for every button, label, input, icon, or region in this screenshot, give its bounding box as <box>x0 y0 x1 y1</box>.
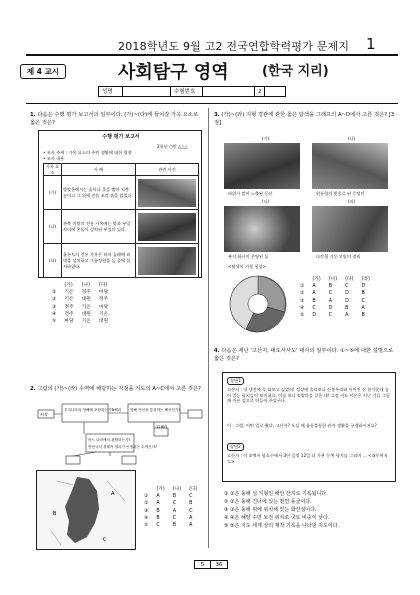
q3-caption-d: 다각형 기둥 모양의 절리 <box>316 254 361 259</box>
q1-row-key: (나) <box>44 210 62 244</box>
header-rule <box>26 54 398 56</box>
exam-no-field-2[interactable] <box>265 87 285 96</box>
info-rule <box>26 103 398 104</box>
flow-end <box>188 410 202 418</box>
scene-1b-text: 이 : 그럼, 어떤 일로 왔냐, 고산자? 오실 때 울퉁불퉁한 관자 생활을 구경하시지요? <box>227 423 377 428</box>
house-photo <box>138 179 196 207</box>
q1-row-key: (다) <box>44 244 62 278</box>
flow-label: 어느 나라에서 관할하는가? <box>88 438 131 442</box>
q3-photo-c <box>224 206 300 252</box>
flow-end <box>122 456 136 464</box>
q1-row-text: 관북 지방의 전통 가옥에는 방과 부엌 사이에 온돌이 설치된 부엌이 있다. <box>62 210 136 244</box>
q4-number: 4. <box>214 348 220 354</box>
answer-option[interactable]: ① ①은 동해 섬 지형인 해안 산지로 기록됩니다. <box>224 491 328 497</box>
answer-option[interactable]: ⑤ D C A B <box>300 312 365 318</box>
q3-photo-a <box>224 143 300 189</box>
scene-1-label: 장면1 <box>227 377 244 385</box>
answer-option[interactable]: ② ②은 동해 건너에 있는 천연 동굴이다. <box>224 499 312 505</box>
map-label-b: B <box>53 511 57 517</box>
name-label: 성명 <box>99 87 123 96</box>
q1-row-text: 울릉도의 전통 가옥은 외의 둘레에 외벽을 설치하고 그름정원을 둘 줄에 설치하였다. <box>62 244 136 278</box>
answer-option[interactable]: ① A B C D <box>300 284 366 290</box>
flow-label: 5해리 <box>112 408 122 412</box>
q1-report-meta: 2학년 ○반 △△△ <box>157 144 188 149</box>
q1-report-topic: • 조사 주제 : 가옥 요소의 주민 생활에 대한 영향 <box>43 150 132 155</box>
q1-th-photo: 관련 사진 <box>136 164 199 176</box>
map-label-a: A <box>111 491 115 497</box>
house-photo <box>138 247 196 275</box>
answer-option[interactable]: ⑤ C B A <box>144 522 193 528</box>
q2-flowchart <box>36 400 206 468</box>
page-footer <box>194 560 228 569</box>
q3-answer-table: (가) (나) (다) (라) ① A B C D ② A C D B ③ B A D C ④ C D B A ⑤ D C A B <box>296 276 374 319</box>
subject-subtitle: (한국 지리) <box>262 64 329 79</box>
answer-option[interactable]: ③ B A D C <box>300 298 365 304</box>
house-photo <box>138 213 196 241</box>
q1-report-content: • 조사 내용 <box>43 156 65 161</box>
q4-choices <box>224 490 398 530</box>
q3-caption-c: 분지 화산이 운영된 돌 <box>228 254 269 259</box>
q1-row-photo <box>136 210 199 244</box>
flow-node <box>62 404 108 422</box>
q3-caption-b: 원통형의 빗물로 된 응덩이 <box>316 191 365 196</box>
q3-pie-chart <box>226 272 290 336</box>
answer-option[interactable]: ③ 정주 기온 마당 <box>52 304 109 310</box>
q1-report-title: 수행 평가 보고서 <box>102 134 140 140</box>
q1-text: 다음은 수행 평가 보고서의 일부이다. (가)~(다)에 들어갈 가옥 요소로 옳은 것은? <box>30 112 199 126</box>
answer-option[interactable]: ④ ④은 해양 수면 보전 위치로 국토 비중이 낮다. <box>224 515 330 521</box>
q3-photo-label-a: (가) <box>262 136 270 141</box>
footer-page: 5 <box>195 561 211 568</box>
q1-th-case: 사 례 <box>62 164 136 176</box>
q3-photo-label-c: (다) <box>262 199 270 204</box>
answer-option[interactable]: ② A C D B <box>300 291 365 297</box>
scene-2-label: 장면2 <box>227 443 244 451</box>
student-info-bar <box>98 86 286 97</box>
flow-node <box>86 434 134 452</box>
answer-option[interactable]: ③ B A C <box>144 508 193 514</box>
q3-photo-label-d: (라) <box>348 199 356 204</box>
q3-caption-a: 바위가 많이 노출된 동산 <box>228 191 273 196</box>
q1-ans-header: (다) <box>98 283 108 288</box>
page-number: 1 <box>366 35 376 53</box>
flow-label: 영해 기선을 통과하는 해선인가? <box>130 408 181 412</box>
exam-no-label: 수험번호 <box>171 87 203 96</box>
subject-title: 사회탐구 영역 <box>118 62 229 83</box>
footer-total: 36 <box>215 562 223 568</box>
answer-option[interactable]: ① 기온 경주 마당 <box>52 290 109 296</box>
question-1 <box>30 112 202 128</box>
q1-answer-table <box>48 282 112 325</box>
answer-option[interactable]: ② A C B <box>144 501 193 507</box>
q1-ans-header: (가) <box>64 283 73 288</box>
exam-header-title: 2018학년도 9월 고2 전국연합학력평가 문제지 <box>118 40 350 53</box>
q2-text: 그림의 (가)~(라) 수역에 해당하는 지점을 지도의 A~C에서 고른 것은? <box>37 386 201 392</box>
answer-option[interactable]: ④ 정주 대원 기온 <box>52 311 109 317</box>
korea-map <box>37 471 137 551</box>
question-2 <box>30 386 202 394</box>
answer-option[interactable]: ④ B C A <box>144 515 193 521</box>
q4-text: 다음은 재난 '고산지, 대도서사도' 대사의 일부이다. ①~⑤에 대한 설명으로 옳은 것은? <box>214 348 394 362</box>
answer-option[interactable]: ④ C D B A <box>300 305 365 311</box>
answer-option[interactable]: ② 기온 대원 정주 <box>52 297 109 303</box>
answer-option[interactable]: ③ ③은 동해 위에 위치해 있는 화산섬이다. <box>224 507 317 513</box>
q3-photo-b <box>312 143 388 189</box>
flow-node <box>128 404 180 422</box>
q4-dialogue-box <box>222 372 396 482</box>
scene-2-text: 고산자 : 이 ②백록 함호수에서 3년 일정 12일 더 가본 동쪽 평지를 그리며 ... <대동여지도> <box>227 453 388 464</box>
q1-row-text: 방앗온에서는 흙이나 물을 빨아 지붕 놓이고 그 위에 진흙 조각 흙을 얹었다. <box>62 176 136 210</box>
flow-end <box>66 456 80 464</box>
column-divider <box>208 108 209 548</box>
q1-number: 1. <box>30 112 36 118</box>
q2-answer-table: (가) (나) (다) ① A B C ② A C B ③ B A C ④ B C A ⑤ C B A <box>140 486 201 529</box>
flow-label: 12해리 <box>156 425 168 429</box>
answer-option[interactable]: ⑤ 마당 기온 대원 <box>52 318 109 324</box>
session-badge: 제 4 교시 <box>20 64 66 79</box>
q1-report-box <box>38 130 202 278</box>
q2-number: 2. <box>30 386 36 392</box>
pie-inner <box>248 294 268 314</box>
flow-label: 시작 <box>40 412 48 417</box>
q1-ans-header: (나) <box>81 283 90 288</box>
q3-number: 3. <box>214 112 220 118</box>
q1-row-photo <box>136 176 199 210</box>
flow-label: 우리나라의 영해에 포함되는가? <box>64 408 114 412</box>
flow-end <box>154 428 168 436</box>
flow-label: 연안국의 경제적 권리가 인정되는 수역인가? <box>88 445 157 449</box>
q3-photo-d <box>312 206 388 252</box>
q3-text: (가)~(라) 지형 경관에 관한 옳은 탐색을 그래프의 A~D에서 고른 것은? [3점] <box>214 112 395 126</box>
q1-row-photo <box>136 244 199 278</box>
question-3 <box>214 112 398 128</box>
answer-option[interactable]: ① A B C <box>144 494 193 500</box>
peninsula-shape <box>65 477 99 543</box>
q3-chart-caption: <탐색의 지형 형성> <box>228 264 266 269</box>
q2-map <box>36 470 136 550</box>
q1-table <box>43 163 199 278</box>
answer-option[interactable]: ⑤ ⑤은 지도 세계 상의 제작 기록을 나타낸 지도이다. <box>224 523 340 529</box>
exam-no-field[interactable] <box>203 87 255 96</box>
name-field[interactable] <box>123 87 171 96</box>
map-label-c: C <box>103 537 107 543</box>
q1-th-element: 가옥 요소 <box>44 164 62 176</box>
question-4 <box>214 348 398 364</box>
scene-1-text: 고산자 : 내 생전에 꼭 와보고 싶었어! 정상에 올라보니 산봉우리와 이어진 산 한가운데 숨어 있는 평지들이 보이네요. 이를 보니 ①밭마을 같은 데! 고장 지도 이론은 지난 가을 그렇게 이른 섬으로 만들어 주었구나. <box>227 387 390 404</box>
q1-row-key: (가) <box>44 176 62 210</box>
exam-no-digit: 2 <box>255 87 265 96</box>
q3-photo-label-b: (나) <box>348 136 356 141</box>
